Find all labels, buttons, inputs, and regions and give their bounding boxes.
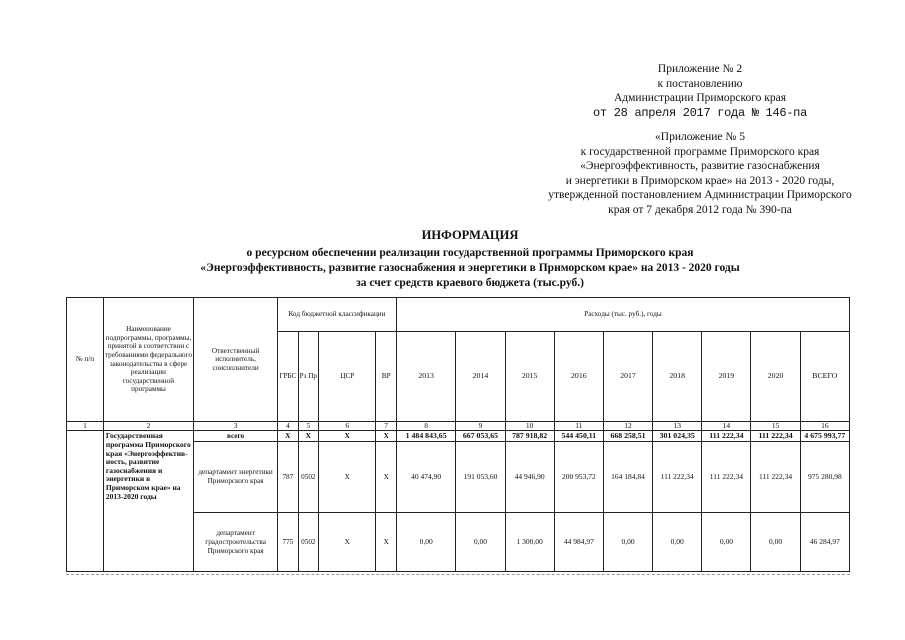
- amount-cell: 164 184,84: [603, 441, 652, 513]
- header-year: 2013: [396, 331, 455, 421]
- amount-cell: 111 222,34: [751, 441, 800, 513]
- header-csr: ЦСР: [319, 331, 376, 421]
- amount-cell: 0,00: [396, 513, 455, 572]
- vr-cell: Х: [376, 513, 396, 572]
- header-year: 2017: [603, 331, 652, 421]
- column-number: 3: [194, 422, 278, 431]
- header-program-name: Наименование подпрограммы, программы, принятой в соответствии с требованиями федерального законодательства в сфере реализации государственной программы: [103, 298, 193, 422]
- amount-total-cell: 46 284,97: [800, 513, 849, 572]
- amount-cell: 0,00: [702, 513, 751, 572]
- executor-cell: департамент градостроительства Приморского края: [194, 513, 278, 572]
- csr-cell: Х: [319, 441, 376, 513]
- header-grbs: ГРБС: [278, 331, 298, 421]
- grbs-cell: 775: [278, 513, 298, 572]
- amount-total-cell: 4 675 993,77: [800, 431, 849, 441]
- appendix-5-line-2: к государственной программе Приморского края: [580, 145, 820, 158]
- program-name-cell: Государственная программа Приморского края «Энергоэффектив-ность, развитие газоснабжения и энергетики в Приморском крае» на 2013-2020 годы: [103, 431, 193, 572]
- resource-table: [66, 297, 850, 572]
- amount-cell: 200 953,72: [554, 441, 603, 513]
- appendix-5-number: «Приложение № 5: [655, 131, 745, 143]
- vr-cell: Х: [376, 431, 396, 441]
- rzpr-cell: 0502: [298, 441, 318, 513]
- executor-cell: всего: [194, 431, 278, 441]
- vr-cell: Х: [376, 441, 396, 513]
- column-number: 15: [751, 422, 800, 431]
- column-number: 11: [554, 422, 603, 431]
- column-number: 5: [298, 422, 318, 431]
- amount-cell: 111 222,34: [702, 431, 751, 441]
- grbs-cell: Х: [278, 431, 298, 441]
- rzpr-cell: Х: [298, 431, 318, 441]
- document-title: [130, 228, 810, 291]
- column-number-row: [67, 422, 850, 431]
- resolution-date: от 28 апреля 2017 года № 146-па: [593, 105, 807, 120]
- title-main: ИНФОРМАЦИЯ: [421, 228, 519, 242]
- column-number: 8: [396, 422, 455, 431]
- header-year: 2020: [751, 331, 800, 421]
- column-number: 13: [653, 422, 702, 431]
- header-vr: ВР: [376, 331, 396, 421]
- amount-cell: 301 024,35: [653, 431, 702, 441]
- column-number: 14: [702, 422, 751, 431]
- column-number: 1: [67, 422, 104, 431]
- amount-cell: 667 053,65: [456, 431, 505, 441]
- appendix-5-line-6: края от 7 декабря 2012 года № 390-па: [608, 203, 792, 216]
- header-year: 2018: [653, 331, 702, 421]
- column-number: 12: [603, 422, 652, 431]
- amount-cell: 191 053,60: [456, 441, 505, 513]
- column-number: 7: [376, 422, 396, 431]
- header-budget-code: Код бюджетной классификации: [278, 298, 397, 332]
- issuer-name: Администрации Приморского края: [614, 92, 786, 104]
- amount-cell: 40 474,90: [396, 441, 455, 513]
- title-line-2: «Энергоэффективность, развитие газоснабжения и энергетики в Приморском крае» на 2013 - 2020 годы: [200, 262, 740, 274]
- header-total: ВСЕГО: [800, 331, 849, 421]
- column-number: 4: [278, 422, 298, 431]
- title-line-1: о ресурсном обеспечении реализации государственной программы Приморского края: [246, 247, 694, 259]
- amount-cell: 1 300,00: [505, 513, 554, 572]
- title-line-3: за счет средств краевого бюджета (тыс.руб.): [356, 277, 584, 289]
- appendix-5-line-5: утвержденной постановлением Администрации Приморского: [548, 189, 852, 201]
- column-number: 10: [505, 422, 554, 431]
- amount-cell: 0,00: [603, 513, 652, 572]
- header-executor: Ответственный исполнитель, соисполнители: [194, 298, 278, 422]
- appendix-number: Приложение № 2: [657, 63, 743, 75]
- csr-cell: Х: [319, 513, 376, 572]
- amount-cell: 44 984,97: [554, 513, 603, 572]
- column-number: 2: [103, 422, 193, 431]
- appendix-5-line-3: «Энергоэффективность, развитие газоснабжения: [580, 160, 820, 172]
- amount-cell: 0,00: [751, 513, 800, 572]
- header-year: 2014: [456, 331, 505, 421]
- appendix-5-line-4: и энергетики в Приморском крае» на 2013 - 2020 годы,: [565, 174, 835, 187]
- grbs-cell: 787: [278, 441, 298, 513]
- column-number: 6: [319, 422, 376, 431]
- header-year: 2019: [702, 331, 751, 421]
- amount-cell: 0,00: [653, 513, 702, 572]
- appendix-5-block: [500, 130, 900, 217]
- amount-cell: 1 484 843,65: [396, 431, 455, 441]
- header-year: 2015: [505, 331, 554, 421]
- header-number: № п/п: [67, 298, 104, 422]
- header-expenses: Расходы (тыс. руб.), годы: [396, 298, 849, 332]
- amount-total-cell: 975 280,98: [800, 441, 849, 513]
- amount-cell: 111 222,34: [653, 441, 702, 513]
- column-number: 9: [456, 422, 505, 431]
- csr-cell: Х: [319, 431, 376, 441]
- row-number-cell: [67, 431, 104, 572]
- resolution-ref: к постановлению: [657, 77, 743, 90]
- amount-cell: 111 222,34: [702, 441, 751, 513]
- executor-cell: департамент энергетики Приморского края: [194, 441, 278, 513]
- header-rzpr: Рз Пр: [298, 331, 318, 421]
- amount-cell: 0,00: [456, 513, 505, 572]
- header-year: 2016: [554, 331, 603, 421]
- table-cut-edge: [66, 574, 850, 575]
- amount-cell: 544 450,11: [554, 431, 603, 441]
- document-header: [500, 62, 900, 120]
- column-number: 16: [800, 422, 849, 431]
- amount-cell: 668 258,51: [603, 431, 652, 441]
- table-row-total: [67, 431, 850, 441]
- amount-cell: 44 946,90: [505, 441, 554, 513]
- amount-cell: 787 918,82: [505, 431, 554, 441]
- rzpr-cell: 0502: [298, 513, 318, 572]
- amount-cell: 111 222,34: [751, 431, 800, 441]
